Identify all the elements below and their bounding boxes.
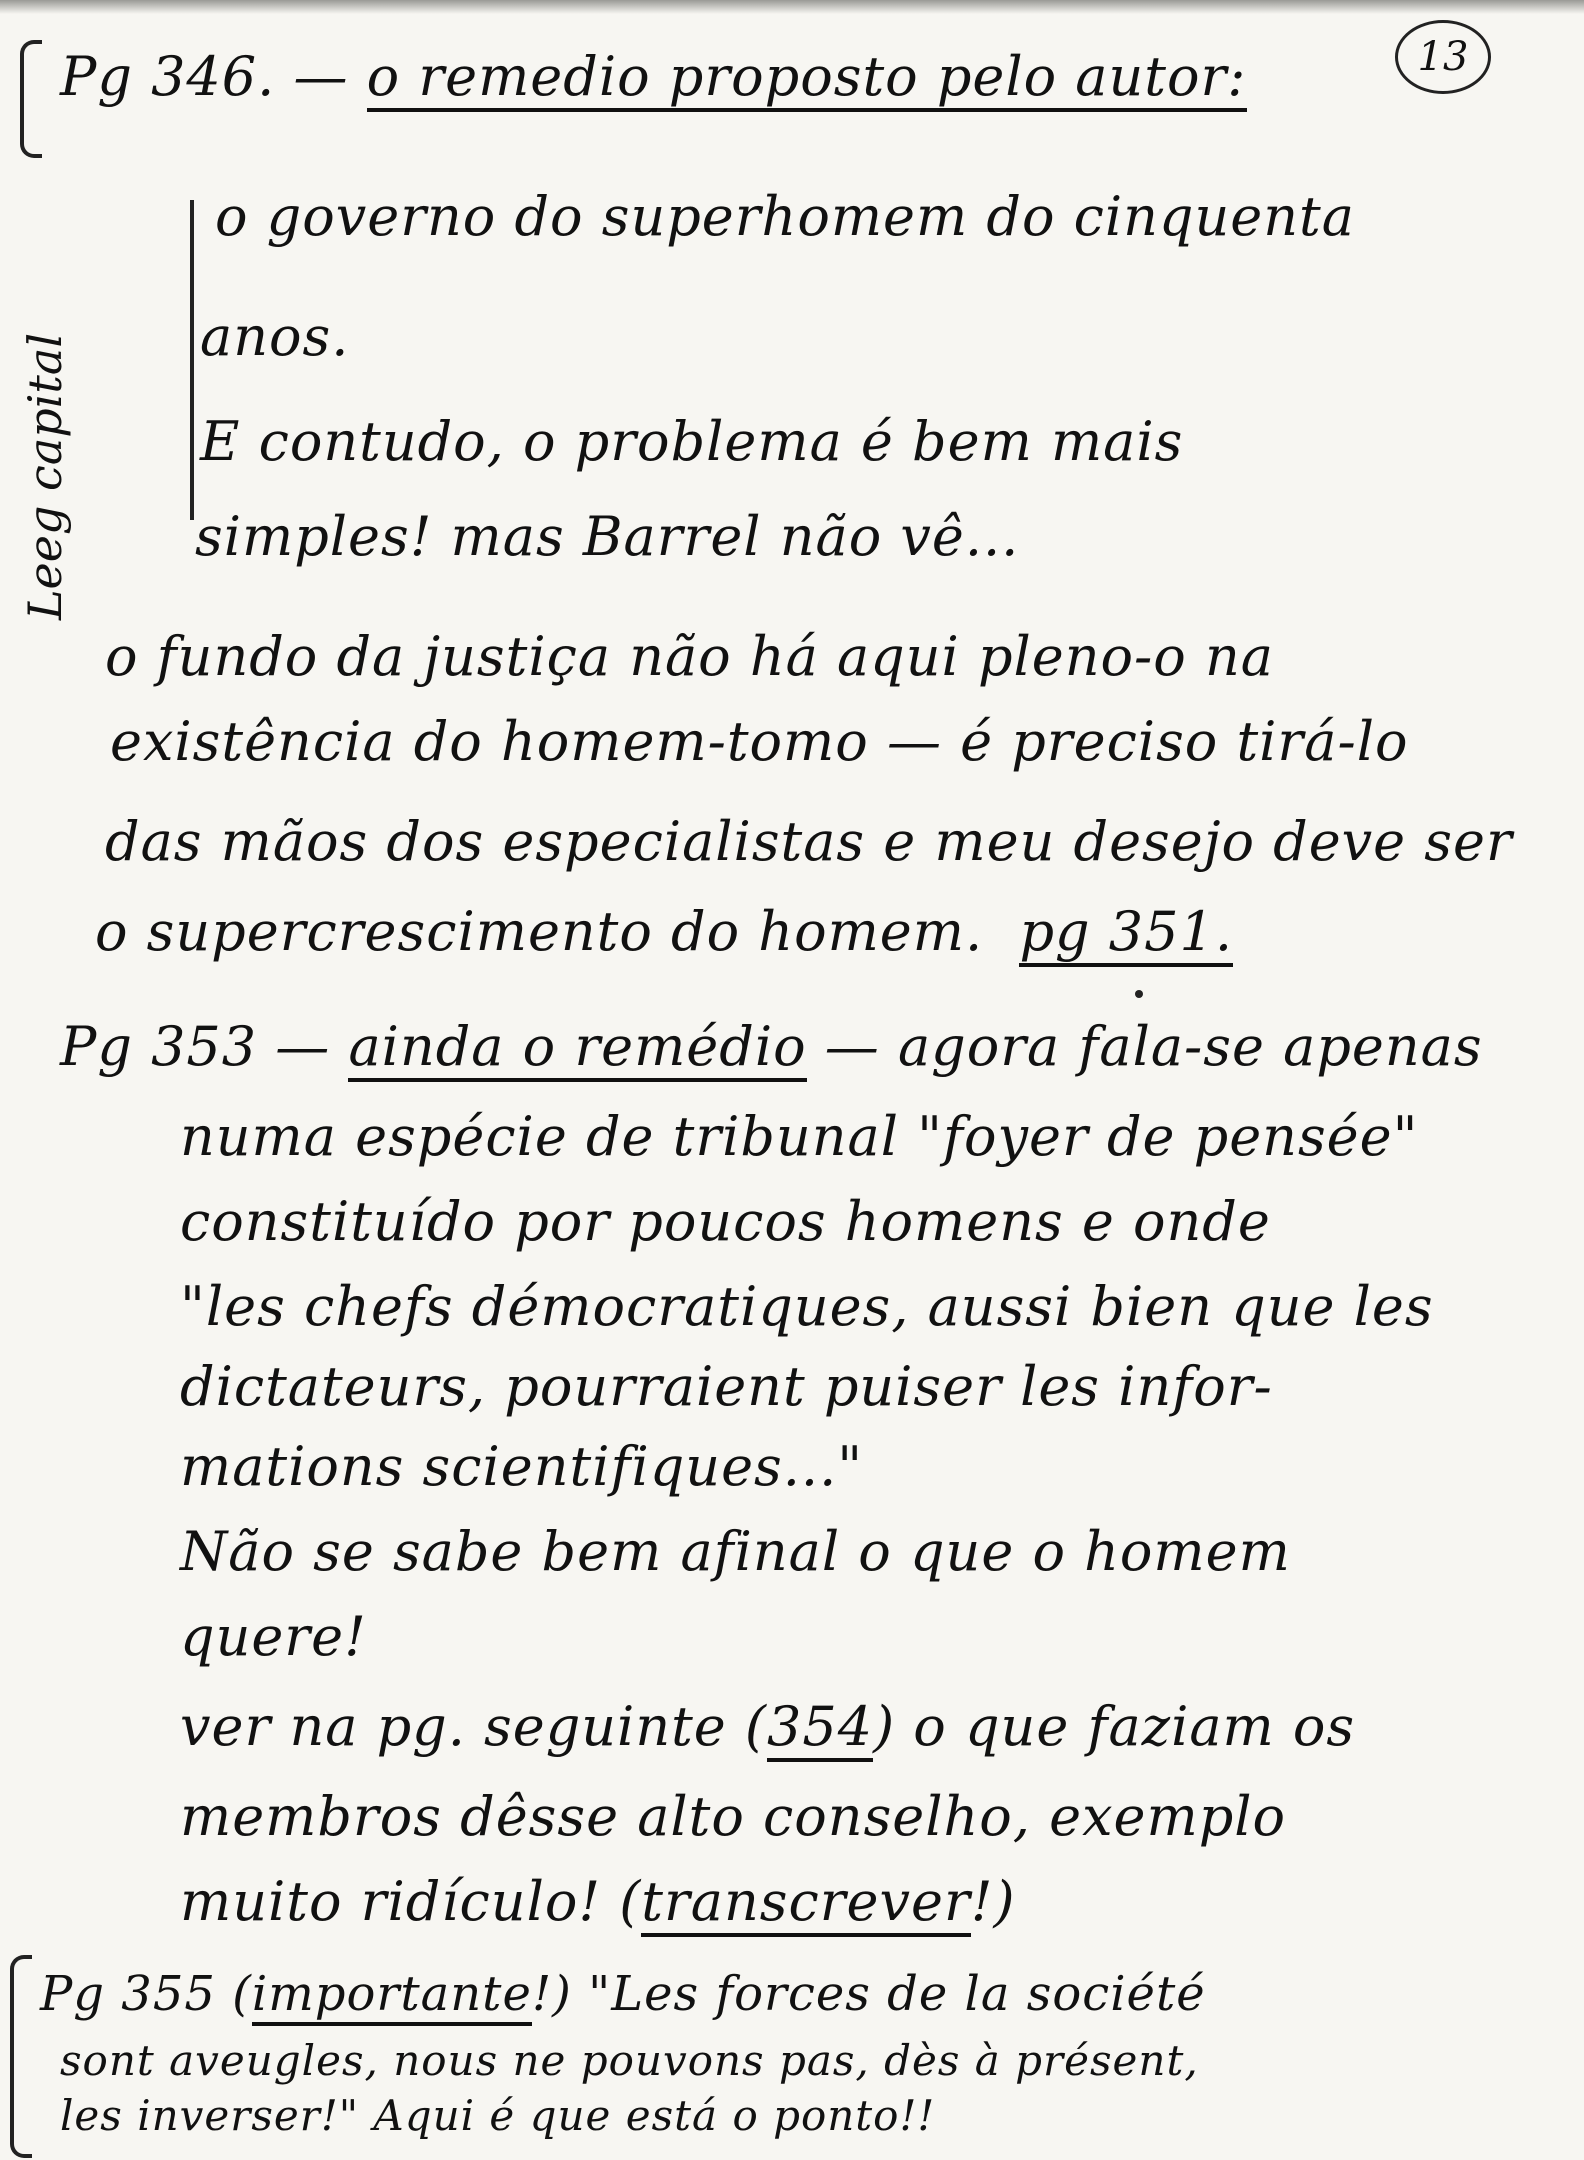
text-line: das mãos dos especialistas e meu desejo deve ser [105, 810, 1513, 873]
underlined-phrase: ainda o remédio [348, 1015, 806, 1082]
text-line: ver na pg. seguinte (354) o que faziam os [180, 1700, 1355, 1754]
text-line: dictateurs, pourraient puiser les infor- [180, 1355, 1273, 1418]
text-line: o supercrescimento do homem. pg 351. [95, 905, 1233, 959]
text-line: sont aveugles, nous ne pouvons pas, dès à présent, [60, 2036, 1199, 2085]
page-reference: 354 [767, 1695, 873, 1762]
text-line: Pg 353 — ainda o remédio — agora fala-se apenas [60, 1020, 1483, 1074]
text-line: E contudo, o problema é bem mais [200, 410, 1184, 473]
text-line: o governo do superhomem do cinquenta [215, 185, 1355, 248]
text-line: Não se sabe bem afinal o que o homem [180, 1520, 1291, 1583]
text-line: les inverser!" Aqui é que está o ponto!! [60, 2091, 936, 2140]
text-line: Pg 355 (importante!) "Les forces de la société [40, 1970, 1206, 2018]
page-reference: Pg 346. [60, 45, 276, 108]
text-line: mations scientifiques..." [180, 1435, 864, 1498]
bracket-mark [10, 1955, 32, 2158]
text-line: numa espécie de tribunal "foyer de pensée" [180, 1105, 1419, 1168]
text-line: anos. [200, 305, 350, 368]
text-line: constituído por poucos homens e onde [180, 1190, 1271, 1253]
underlined-phrase: transcrever [641, 1870, 971, 1937]
scan-edge-shadow [0, 0, 1584, 14]
page-number: 13 [1395, 20, 1491, 94]
text-line: muito ridículo! (transcrever!) [180, 1875, 1016, 1929]
margin-bar [190, 200, 194, 520]
page-reference: Pg 355 ( [40, 1966, 252, 2022]
page-reference: Pg 353 [60, 1015, 258, 1078]
dot-mark [1135, 990, 1143, 998]
underlined-phrase: o remedio proposto pelo autor: [367, 45, 1247, 112]
text-line: quere! [180, 1605, 367, 1668]
text-line: existência do homem-tomo — é preciso tirá-lo [110, 710, 1409, 773]
text-line: o fundo da justiça não há aqui pleno-o na [105, 625, 1274, 688]
page-reference: pg 351. [1019, 900, 1233, 967]
bracket-mark [20, 40, 42, 158]
text-line: simples! mas Barrel não vê... [195, 505, 1020, 568]
text-line: "les chefs démocratiques, aussi bien que les [180, 1275, 1434, 1338]
text-line: Pg 346. — o remedio proposto pelo autor: [60, 50, 1247, 104]
margin-note: Leeg capital [18, 332, 72, 620]
underlined-phrase: importante [252, 1966, 532, 2026]
text-line: membros dêsse alto conselho, exemplo [180, 1785, 1287, 1848]
